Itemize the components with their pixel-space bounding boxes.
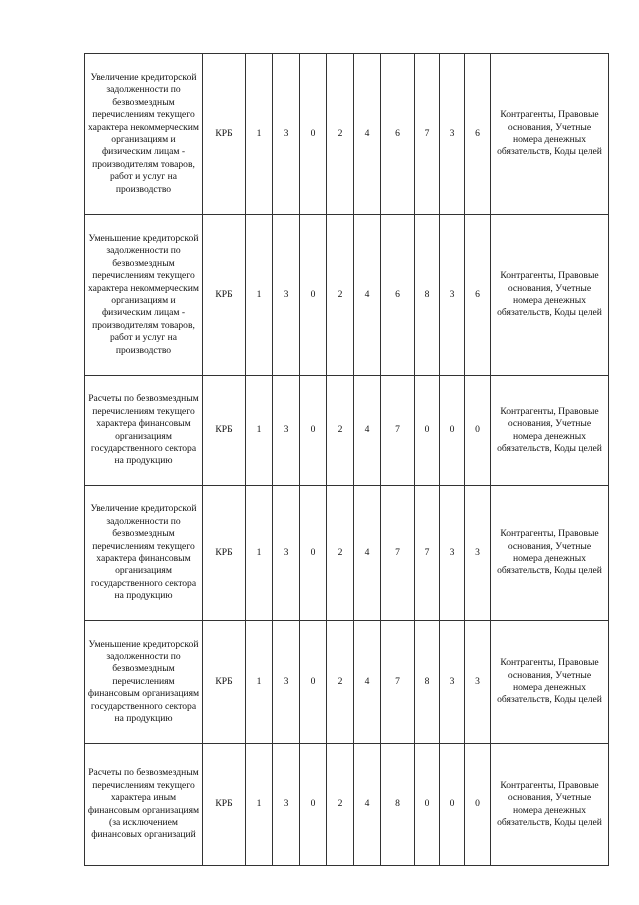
digit-cell: 1 (246, 376, 273, 486)
digit-cell: 0 (415, 744, 440, 866)
digit-cell: 4 (354, 376, 381, 486)
digit-cell: 4 (354, 744, 381, 866)
digit-cell: 0 (300, 376, 327, 486)
table-row (85, 215, 609, 376)
digit-cell: 4 (354, 621, 381, 744)
digit-cell: 4 (354, 54, 381, 215)
digit-cell: 7 (381, 621, 415, 744)
digit-cell: 8 (415, 621, 440, 744)
digit-cell: 0 (300, 486, 327, 621)
digit-cell: 3 (273, 376, 300, 486)
digit-cell: 2 (327, 744, 354, 866)
digit-cell: 6 (465, 215, 491, 376)
account-name-cell: Увеличение кредиторской задолженности по безвозмездным перечислениям текущего характера финансовым организациям государственного сектора на продукцию (85, 486, 203, 621)
digit-cell: 6 (381, 215, 415, 376)
table-row (85, 486, 609, 621)
digit-cell: 0 (300, 744, 327, 866)
digit-cell: 7 (381, 486, 415, 621)
table-row (85, 54, 609, 215)
analytics-cell: Контрагенты, Правовые основания, Учетные номера денежных обязательств, Коды целей (491, 215, 609, 376)
digit-cell: 3 (273, 215, 300, 376)
digit-cell: 8 (415, 215, 440, 376)
ledger-code-cell: КРБ (203, 621, 246, 744)
digit-cell: 2 (327, 486, 354, 621)
digit-cell: 8 (381, 744, 415, 866)
digit-cell: 3 (273, 486, 300, 621)
digit-cell: 6 (381, 54, 415, 215)
analytics-cell: Контрагенты, Правовые основания, Учетные номера денежных обязательств, Коды целей (491, 621, 609, 744)
digit-cell: 0 (415, 376, 440, 486)
digit-cell: 2 (327, 215, 354, 376)
digit-cell: 0 (440, 744, 465, 866)
account-name-cell: Увеличение кредиторской задолженности по безвозмездным перечислениям текущего характера некоммерческим организациям и физическим лицам - производителям товаров, работ и услуг на производство (85, 54, 203, 215)
table-row (85, 376, 609, 486)
digit-cell: 7 (415, 486, 440, 621)
digit-cell: 3 (273, 54, 300, 215)
digit-cell: 3 (273, 621, 300, 744)
analytics-cell: Контрагенты, Правовые основания, Учетные номера денежных обязательств, Коды целей (491, 376, 609, 486)
ledger-code-cell: КРБ (203, 54, 246, 215)
digit-cell: 3 (273, 744, 300, 866)
digit-cell: 6 (465, 54, 491, 215)
ledger-code-cell: КРБ (203, 486, 246, 621)
table-row (85, 621, 609, 744)
digit-cell: 1 (246, 486, 273, 621)
digit-cell: 2 (327, 376, 354, 486)
digit-cell: 0 (440, 376, 465, 486)
digit-cell: 4 (354, 215, 381, 376)
ledger-code-cell: КРБ (203, 376, 246, 486)
account-name-cell: Уменьшение кредиторской задолженности по безвозмездным перечислениям текущего характера некоммерческим организациям и физическим лицам - производителям товаров, работ и услуг на производство (85, 215, 203, 376)
table-row (85, 744, 609, 866)
account-name-cell: Расчеты по безвозмездным перечислениям текущего характера финансовым организациям государственного сектора на продукцию (85, 376, 203, 486)
digit-cell: 2 (327, 621, 354, 744)
digit-cell: 0 (300, 54, 327, 215)
digit-cell: 2 (327, 54, 354, 215)
digit-cell: 1 (246, 215, 273, 376)
digit-cell: 4 (354, 486, 381, 621)
digit-cell: 0 (465, 376, 491, 486)
digit-cell: 3 (440, 621, 465, 744)
digit-cell: 0 (300, 215, 327, 376)
digit-cell: 7 (415, 54, 440, 215)
digit-cell: 0 (300, 621, 327, 744)
ledger-code-cell: КРБ (203, 215, 246, 376)
digit-cell: 3 (440, 215, 465, 376)
analytics-cell: Контрагенты, Правовые основания, Учетные номера денежных обязательств, Коды целей (491, 54, 609, 215)
account-name-cell: Расчеты по безвозмездным перечислениям текущего характера иным финансовым организациям (за исключением финансовых организаций (85, 744, 203, 866)
digit-cell: 3 (465, 621, 491, 744)
digit-cell: 1 (246, 744, 273, 866)
digit-cell: 7 (381, 376, 415, 486)
digit-cell: 3 (440, 54, 465, 215)
digit-cell: 1 (246, 54, 273, 215)
digit-cell: 3 (465, 486, 491, 621)
analytics-cell: Контрагенты, Правовые основания, Учетные номера денежных обязательств, Коды целей (491, 744, 609, 866)
digit-cell: 3 (440, 486, 465, 621)
digit-cell: 1 (246, 621, 273, 744)
digit-cell: 0 (465, 744, 491, 866)
accounts-table (84, 53, 609, 866)
account-name-cell: Уменьшение кредиторской задолженности по безвозмездным перечислениям финансовым организациям государственного сектора на продукцию (85, 621, 203, 744)
ledger-code-cell: КРБ (203, 744, 246, 866)
analytics-cell: Контрагенты, Правовые основания, Учетные номера денежных обязательств, Коды целей (491, 486, 609, 621)
